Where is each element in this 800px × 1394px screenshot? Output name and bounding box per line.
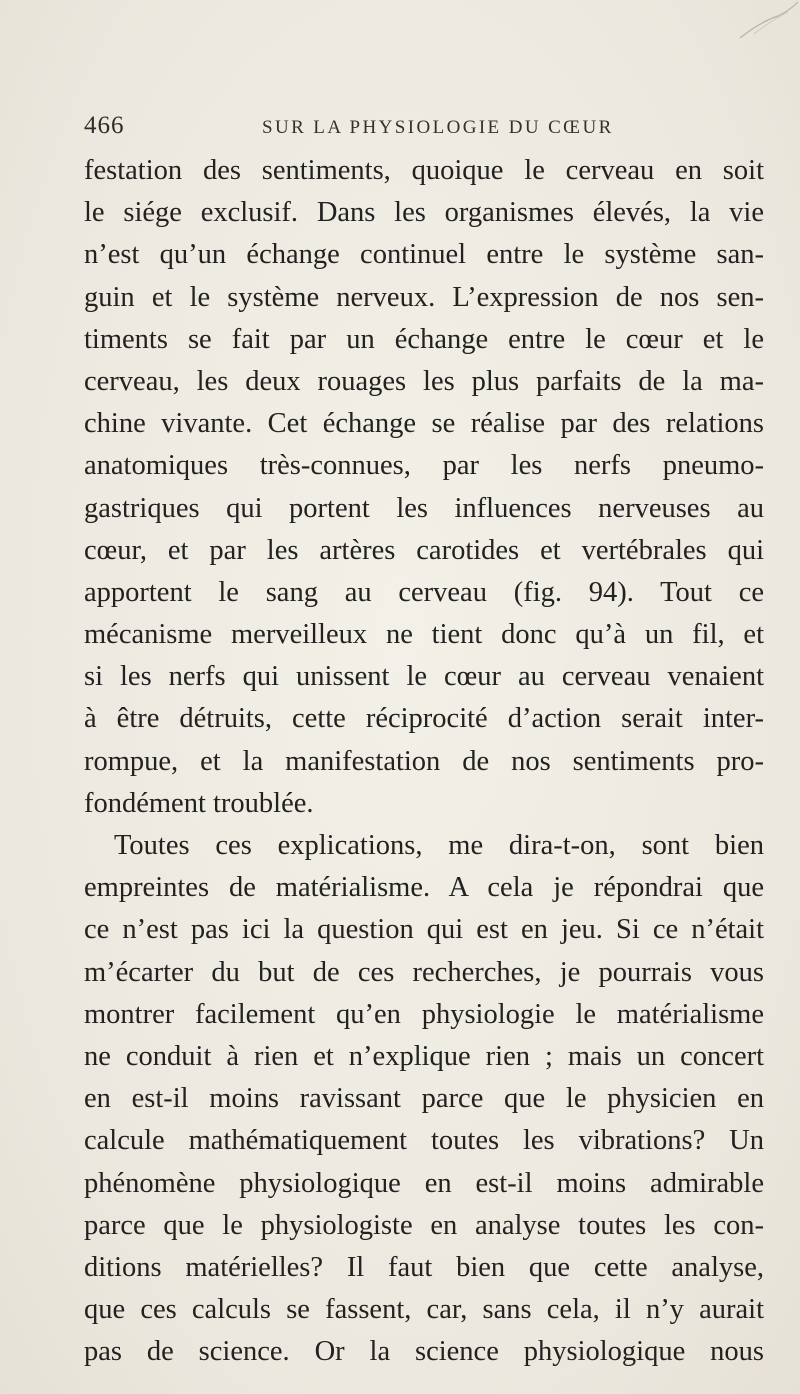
text-line: rompue, et la manifestation de nos sentiments pro- (84, 745, 764, 777)
text-line: chine vivante. Cet échange se réalise par des relations (84, 408, 764, 440)
running-title: SUR LA PHYSIOLOGIE DU CŒUR (262, 117, 614, 138)
text-line: calcule mathématiquement toutes les vibrations? Un (84, 1125, 764, 1157)
page-corner-smudge (720, 0, 800, 70)
text-line: si les nerfs qui unissent le cœur au cerveau venaient (84, 661, 764, 693)
text-line: gastriques qui portent les influences nerveuses au (84, 492, 764, 524)
text-line: ce n’est pas ici la question qui est en jeu. Si ce n’était (84, 914, 764, 946)
text-line: cerveau, les deux rouages les plus parfaits de la ma- (84, 365, 764, 397)
text-line: montrer facilement qu’en physiologie le matérialisme (84, 998, 764, 1030)
text-line: que ces calculs se fassent, car, sans cela, il n’y aurait (84, 1294, 764, 1326)
text-line: en est-il moins ravissant parce que le physicien en (84, 1083, 764, 1115)
text-line: m’écarter du but de ces recherches, je pourrais vous (84, 956, 764, 988)
text-line: mécanisme merveilleux ne tient donc qu’à un fil, et (84, 619, 764, 651)
text-line: apportent le sang au cerveau (fig. 94). Tout ce (84, 576, 764, 608)
text-line: cœur, et par les artères carotides et vertébrales qui (84, 534, 764, 566)
running-head (84, 112, 764, 146)
text-line: à être détruits, cette réciprocité d’action serait inter- (84, 703, 764, 735)
text-line: empreintes de matérialisme. A cela je répondrai que (84, 872, 764, 904)
text-line: n’est qu’un échange continuel entre le système san- (84, 239, 764, 271)
page-number: 466 (84, 112, 125, 139)
text-line: parce que le physiologiste en analyse toutes les con- (84, 1209, 764, 1241)
text-line: timents se fait par un échange entre le cœur et le (84, 323, 764, 355)
paragraph-start-line: Toutes ces explications, me dira-t-on, sont bien (114, 830, 764, 861)
text-line: pas de science. Or la science physiologique nous (84, 1336, 764, 1368)
text-line: guin et le système nerveux. L’expression de nos sen- (84, 281, 764, 313)
text-line: ditions matérielles? Il faut bien que cette analyse, (84, 1251, 764, 1283)
text-line: ne conduit à rien et n’explique rien ; mais un concert (84, 1040, 764, 1072)
text-line: le siége exclusif. Dans les organismes élevés, la vie (84, 197, 764, 229)
body-text (84, 150, 764, 1373)
paragraph-end-line: fondément troublée. (84, 787, 314, 819)
text-line: festation des sentiments, quoique le cerveau en soit (84, 155, 764, 186)
text-line: phénomène physiologique en est-il moins admirable (84, 1167, 764, 1199)
text-line: anatomiques très-connues, par les nerfs pneumo- (84, 450, 764, 482)
